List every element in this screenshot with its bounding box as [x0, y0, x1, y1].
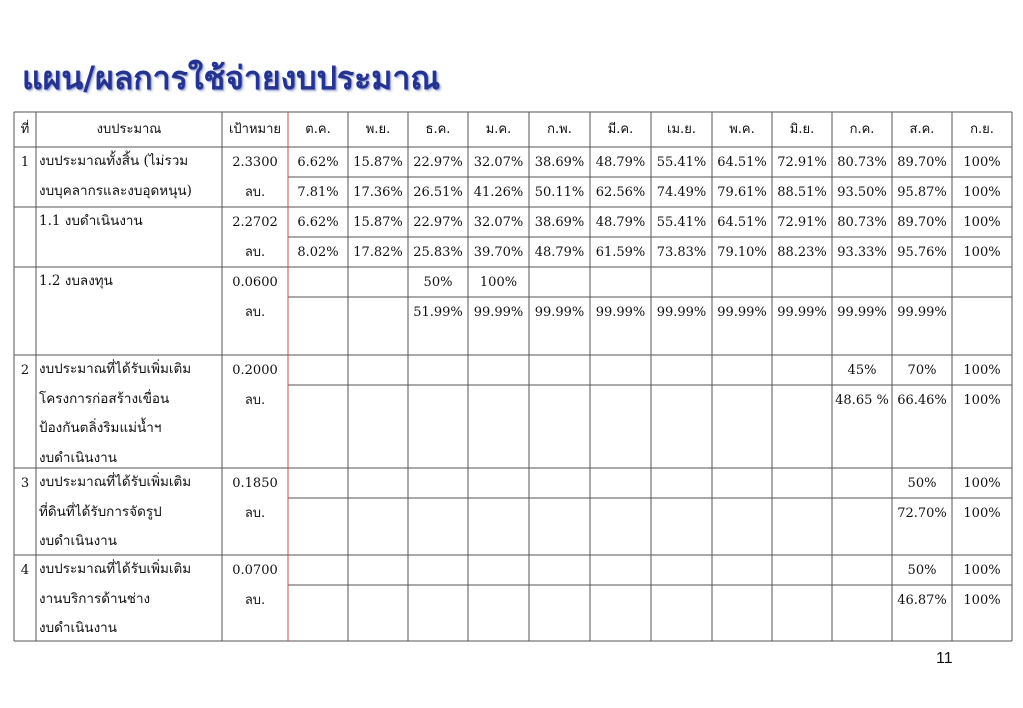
actual-value: 88.23%	[777, 245, 827, 260]
actual-value: 26.51%	[413, 185, 463, 200]
actual-value: 7.81%	[297, 185, 339, 200]
header-month: พ.ค.	[729, 122, 755, 137]
plan-value: 70%	[907, 363, 937, 378]
row-label-line: 1.2 งบลงทุน	[39, 273, 113, 289]
row-number: 4	[20, 563, 30, 578]
actual-value: 100%	[963, 393, 1001, 408]
row-label-line: งบประมาณที่ได้รับเพิ่มเติม	[39, 561, 192, 577]
header-month: เม.ย.	[667, 122, 696, 137]
actual-value: 99.99%	[837, 305, 887, 320]
plan-value: 45%	[847, 363, 877, 378]
row-target-line: 0.0700	[232, 563, 278, 578]
actual-value: 72.70%	[897, 506, 947, 521]
plan-value: 6.62%	[297, 155, 339, 170]
header-month: ก.พ.	[547, 122, 572, 137]
header-budget: งบประมาณ	[96, 122, 162, 137]
page-number: 11	[936, 650, 953, 667]
plan-value: 15.87%	[353, 215, 403, 230]
row-target-line: 2.2702	[232, 215, 278, 230]
plan-value: 64.51%	[717, 155, 767, 170]
actual-value: 100%	[963, 506, 1001, 521]
row-target-line: 2.3300	[232, 155, 278, 170]
plan-value: 80.73%	[837, 215, 887, 230]
row-label-line: ที่ดินที่ได้รับการจัดรูป	[39, 503, 162, 520]
plan-value: 48.79%	[595, 215, 646, 230]
actual-value: 99.99%	[473, 305, 524, 320]
row-label-line: งบดำเนินงาน	[39, 620, 117, 636]
actual-value: 17.36%	[353, 185, 403, 200]
actual-value: 95.76%	[897, 245, 947, 260]
row-label-line: งบดำเนินงาน	[39, 533, 117, 549]
header-month: ส.ค.	[909, 122, 935, 137]
row-label-line: โครงการก่อสร้างเขื่อน	[39, 390, 170, 407]
actual-value: 93.33%	[837, 245, 887, 260]
actual-value: 62.56%	[595, 185, 646, 200]
plan-value: 100%	[479, 275, 518, 290]
header-month: มิ.ย.	[789, 122, 815, 137]
plan-value: 89.70%	[897, 215, 947, 230]
row-number: 1	[20, 155, 30, 170]
plan-value: 50%	[907, 563, 937, 578]
header-no: ที่	[20, 122, 30, 137]
plan-value: 100%	[963, 215, 1001, 230]
actual-value: 73.83%	[656, 245, 707, 260]
row-target-line: ลบ.	[244, 304, 266, 320]
row-label-line: 1.1 งบดำเนินงาน	[39, 213, 143, 229]
row-target-line: ลบ.	[244, 592, 266, 608]
plan-value: 6.62%	[297, 215, 339, 230]
header-month: มี.ค.	[607, 122, 634, 137]
actual-value: 99.99%	[534, 305, 585, 320]
actual-value: 99.99%	[777, 305, 827, 320]
actual-value: 88.51%	[777, 185, 827, 200]
row-label-line: งบดำเนินงาน	[39, 449, 117, 466]
header-month: ต.ค.	[305, 122, 331, 137]
plan-value: 55.41%	[656, 215, 707, 230]
actual-value: 99.99%	[897, 305, 947, 320]
actual-value: 51.99%	[413, 305, 463, 320]
actual-value: 79.61%	[717, 185, 767, 200]
plan-value: 50%	[423, 275, 453, 290]
actual-value: 99.99%	[656, 305, 707, 320]
actual-value: 93.50%	[837, 185, 887, 200]
plan-value: 100%	[963, 563, 1001, 578]
row-target-line: ลบ.	[244, 505, 266, 521]
actual-value: 48.65 %	[835, 393, 889, 408]
plan-value: 50%	[907, 476, 937, 491]
plan-value: 64.51%	[717, 215, 767, 230]
header-month: ก.ค.	[849, 122, 875, 137]
row-target-line: 0.2000	[232, 363, 278, 378]
header-target: เป้าหมาย	[228, 122, 282, 137]
plan-value: 38.69%	[534, 155, 585, 170]
plan-value: 38.69%	[534, 215, 585, 230]
actual-value: 46.87%	[897, 593, 947, 608]
plan-value: 22.97%	[413, 215, 463, 230]
actual-value: 100%	[963, 593, 1001, 608]
actual-value: 79.10%	[717, 245, 767, 260]
row-target-line: ลบ.	[244, 392, 266, 408]
actual-value: 50.11%	[534, 185, 585, 200]
plan-value: 15.87%	[353, 155, 403, 170]
row-label-line: งบประมาณที่ได้รับเพิ่มเติม	[39, 474, 192, 490]
plan-value: 100%	[963, 155, 1001, 170]
actual-value: 17.82%	[353, 245, 403, 260]
actual-value: 99.99%	[595, 305, 646, 320]
row-label-line: งานบริการด้านช่าง	[39, 590, 151, 607]
actual-value: 41.26%	[473, 185, 524, 200]
plan-value: 100%	[963, 363, 1001, 378]
plan-value: 48.79%	[595, 155, 646, 170]
plan-value: 89.70%	[897, 155, 947, 170]
row-target-line: 0.0600	[232, 275, 278, 290]
row-target-line: ลบ.	[244, 184, 266, 200]
header-month: ธ.ค.	[425, 122, 451, 137]
actual-value: 61.59%	[595, 245, 646, 260]
row-label-line: งบประมาณทั้งสิ้น (ไม่รวม	[39, 153, 189, 169]
actual-value: 74.49%	[656, 185, 707, 200]
plan-value: 32.07%	[473, 215, 524, 230]
actual-value: 8.02%	[297, 245, 339, 260]
row-label-line: งบบุคลากรและงบอุดหนุน)	[39, 182, 192, 199]
row-label-line: งบประมาณที่ได้รับเพิ่มเติม	[39, 361, 192, 377]
actual-value: 99.99%	[717, 305, 767, 320]
plan-value: 80.73%	[837, 155, 887, 170]
row-number: 3	[20, 476, 30, 491]
actual-value: 25.83%	[413, 245, 463, 260]
plan-value: 100%	[963, 476, 1001, 491]
plan-value: 72.91%	[777, 155, 827, 170]
header-month: พ.ย.	[365, 122, 391, 137]
plan-value: 32.07%	[473, 155, 524, 170]
page-title: แผน/ผลการใช้จ่ายงบประมาณ	[22, 59, 441, 97]
actual-value: 95.87%	[897, 185, 947, 200]
actual-value: 39.70%	[473, 245, 524, 260]
plan-value: 72.91%	[777, 215, 827, 230]
header-month: ม.ค.	[485, 122, 512, 137]
plan-value: 22.97%	[413, 155, 463, 170]
row-target-line: ลบ.	[244, 244, 266, 260]
plan-value: 55.41%	[656, 155, 707, 170]
row-target-line: 0.1850	[232, 476, 278, 491]
actual-value: 48.79%	[534, 245, 585, 260]
row-label-line: ป้องกันตลิ่งริมแม่น้ำฯ	[39, 420, 162, 436]
actual-value: 100%	[963, 245, 1001, 260]
actual-value: 66.46%	[897, 393, 947, 408]
row-number: 2	[20, 363, 30, 378]
actual-value: 100%	[963, 185, 1001, 200]
header-month: ก.ย.	[970, 122, 994, 137]
